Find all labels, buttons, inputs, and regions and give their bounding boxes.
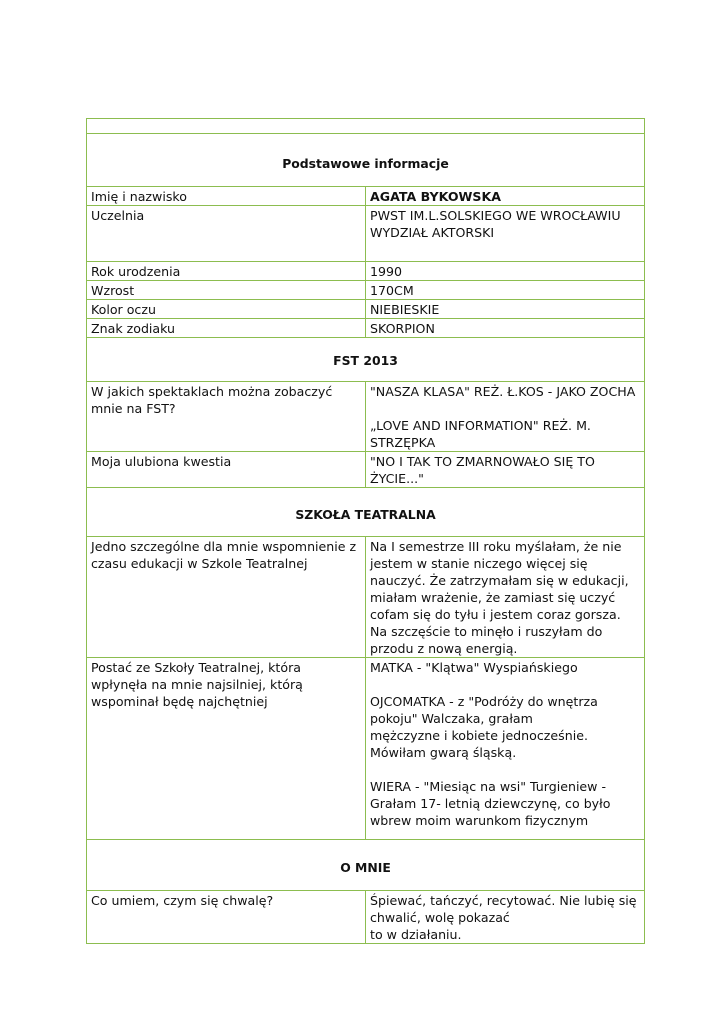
section-row-school: [87, 488, 645, 537]
table-row-name: [87, 187, 645, 206]
table-row-performances: [87, 382, 645, 452]
table-row-birth-year: [87, 262, 645, 281]
table-row-memory: [87, 537, 645, 658]
field-label: W jakich spektaklach można zobaczyć mnie na FST?: [87, 382, 366, 452]
section-heading-fst: FST 2013: [87, 338, 645, 382]
field-label: Rok urodzenia: [87, 262, 366, 281]
field-value: "NO I TAK TO ZMARNOWAŁO SIĘ TO ŻYCIE...": [366, 452, 645, 488]
field-value: 170CM: [366, 281, 645, 300]
table-row-zodiac: [87, 319, 645, 338]
field-value: MATKA - "Klątwa" Wyspiańskiego OJCOMATKA - z "Podróży do wnętrza pokoju" Walczaka, grałam mężczyzne i kobiete jednocześnie. Mówiłam gwarą śląską. WIERA - "Miesiąc na wsi" Turgieniew - Grałam 17- letnią dziewczynę, co było wbrew moim warunkom fizycznym: [366, 658, 645, 840]
profile-table: [86, 118, 645, 944]
empty-cell: [87, 119, 645, 134]
field-label: Postać ze Szkoły Teatralnej, która wpłynęła na mnie najsilniej, którą wspominał będę najchętniej: [87, 658, 366, 840]
field-value: SKORPION: [366, 319, 645, 338]
section-heading-about: O MNIE: [87, 840, 645, 891]
table-row-character: [87, 658, 645, 840]
field-label: Jedno szczególne dla mnie wspomnienie z czasu edukacji w Szkole Teatralnej: [87, 537, 366, 658]
section-row-basic: [87, 134, 645, 187]
field-label: Wzrost: [87, 281, 366, 300]
field-label: Co umiem, czym się chwalę?: [87, 891, 366, 944]
field-value: Śpiewać, tańczyć, recytować. Nie lubię się chwalić, wolę pokazać to w działaniu.: [366, 891, 645, 944]
field-value: Na I semestrze III roku myślałam, że nie jestem w stanie niczego więcej się nauczyć. Że zatrzymałam się w edukacji, miałam wrażenie, że zamiast się uczyć cofam się do tyłu i jestem coraz gorsza. Na szczęście to minęło i ruszyłam do przodu z nową energią.: [366, 537, 645, 658]
section-row-fst: [87, 338, 645, 382]
field-value: PWST IM.L.SOLSKIEGO WE WROCŁAWIU WYDZIAŁ AKTORSKI: [366, 206, 645, 262]
field-label: Uczelnia: [87, 206, 366, 262]
table-row-school: [87, 206, 645, 262]
field-label: Znak zodiaku: [87, 319, 366, 338]
section-heading-basic: Podstawowe informacje: [87, 134, 645, 187]
field-label: Kolor oczu: [87, 300, 366, 319]
field-value-name: AGATA BYKOWSKA: [366, 187, 645, 206]
table-row-skills: [87, 891, 645, 944]
field-label: Moja ulubiona kwestia: [87, 452, 366, 488]
table-row-eye-color: [87, 300, 645, 319]
section-heading-school: SZKOŁA TEATRALNA: [87, 488, 645, 537]
field-value: "NASZA KLASA" REŻ. Ł.KOS - JAKO ZOCHA „LOVE AND INFORMATION" REŻ. M. STRZĘPKA: [366, 382, 645, 452]
table-row-favorite-line: [87, 452, 645, 488]
field-value: 1990: [366, 262, 645, 281]
field-label: Imię i nazwisko: [87, 187, 366, 206]
section-row-about: [87, 840, 645, 891]
table-spacer-row: [87, 119, 645, 134]
table-row-height: [87, 281, 645, 300]
field-value: NIEBIESKIE: [366, 300, 645, 319]
